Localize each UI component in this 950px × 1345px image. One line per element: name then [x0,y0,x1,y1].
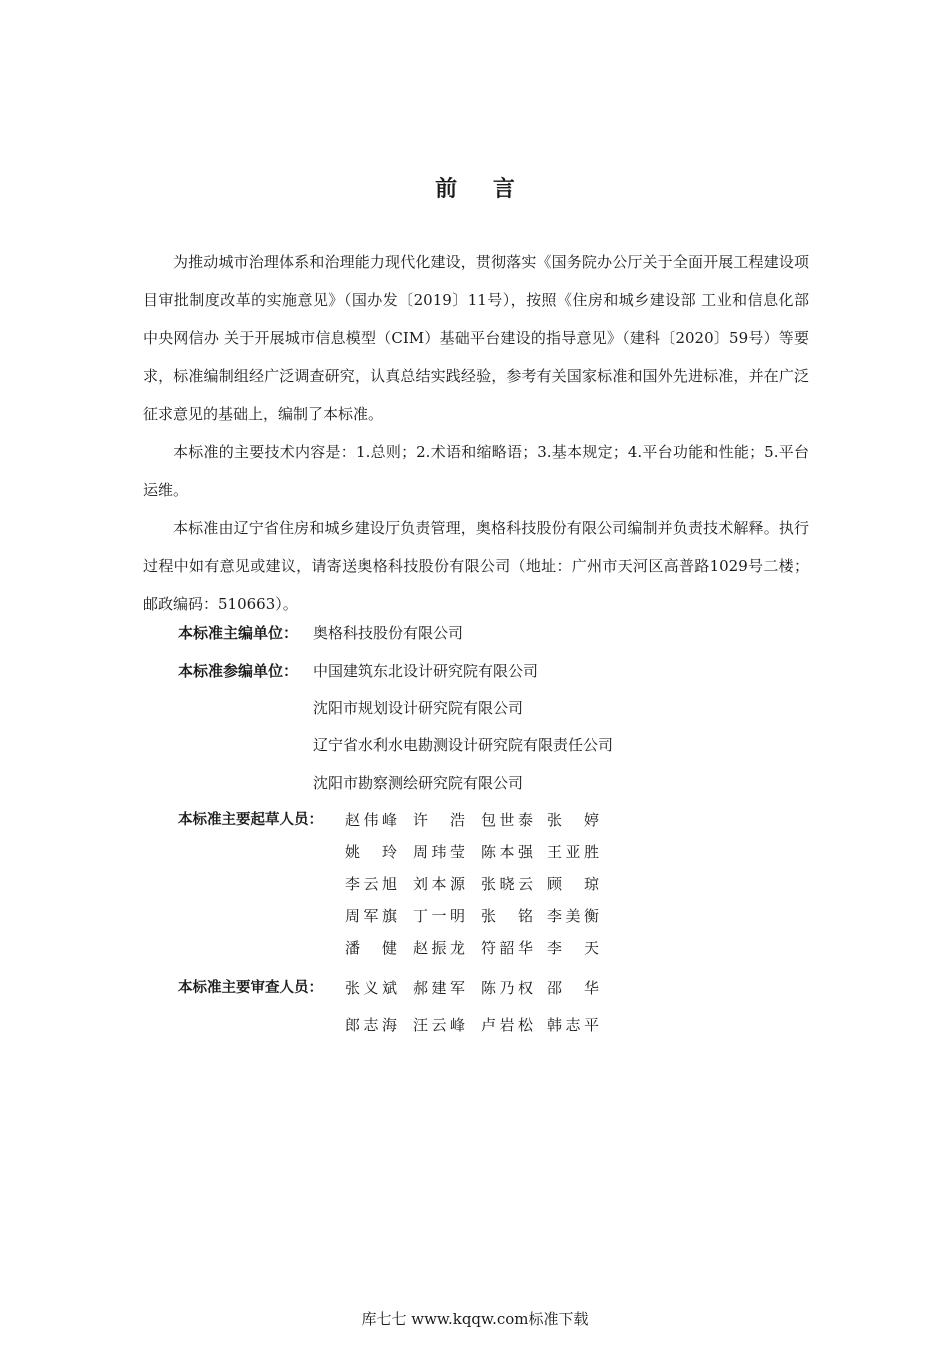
chief-editor-value: 奥格科技股份有限公司 [313,624,464,642]
person-name: 李美衡 [547,907,599,925]
person-name: 顾 琼 [547,875,599,893]
participant-unit: 中国建筑东北设计研究院有限公司 [313,662,539,680]
person-name: 赵振龙 [413,939,465,957]
person-name: 韩志平 [547,1016,599,1034]
participant-unit: 沈阳市勘察测绘研究院有限公司 [313,774,524,792]
person-name: 张 铭 [481,907,533,925]
paragraph-contents: 本标准的主要技术内容是：1.总则；2.术语和缩略语；3.基本规定；4.平台功能和性能；5.平台运维。 [143,443,809,499]
person-name: 符韶华 [481,939,533,957]
participant-unit: 辽宁省水利水电勘测设计研究院有限责任公司 [313,736,614,754]
person-name: 包世泰 [481,811,533,829]
person-name: 邵 华 [547,979,599,997]
person-name: 陈本强 [481,843,533,861]
participants-label: 本标准参编单位： [178,662,299,680]
person-name: 赵伟峰 [345,811,397,829]
chief-editor-label: 本标准主编单位： [178,624,299,642]
paragraph-background: 为推动城市治理体系和治理能力现代化建设，贯彻落实《国务院办公厅关于全面开展工程建设项目审批制度改革的实施意见》（国办发〔2019〕11号），按照《住房和城乡建设部 工业和信息化部 中央网信办 关于开展城市信息模型（CIM）基础平台建设的指导意见》（建科〔2020〕59号）等要求，标准编制组经广泛调查研究，认真总结实践经验，参考有关国家标准和国外先进标准，并在广泛征求意见的基础上，编制了本标准。 [143,253,809,423]
person-name: 姚 玲 [345,843,397,861]
reviewers-label: 本标准主要审查人员： [178,980,323,996]
person-name: 周军旗 [345,907,397,925]
person-name: 卢岩松 [481,1016,533,1034]
person-name: 许 浩 [413,811,465,829]
person-name: 陈乃权 [481,979,533,997]
drafters-label: 本标准主要起草人员： [178,812,323,828]
person-name: 潘 健 [345,939,397,957]
page-title: 前 言 [435,177,529,202]
footer-watermark: 库七七 www.kqqw.com标准下载 [361,1310,589,1328]
person-name: 王亚胜 [547,843,599,861]
person-name: 刘本源 [413,875,465,893]
person-name: 汪云峰 [413,1016,465,1034]
person-name: 张义斌 [345,979,397,997]
person-name: 张 婷 [547,811,599,829]
person-name: 李 天 [547,939,599,957]
person-name: 郝建军 [413,979,465,997]
paragraph-management: 本标准由辽宁省住房和城乡建设厅负责管理，奥格科技股份有限公司编制并负责技术解释。执行过程中如有意见或建议，请寄送奥格科技股份有限公司（地址：广州市天河区高普路1029号二楼；邮政编码：510663）。 [143,519,809,613]
person-name: 郎志海 [345,1016,397,1034]
person-name: 李云旭 [345,875,397,893]
person-name: 张晓云 [481,875,533,893]
participant-unit: 沈阳市规划设计研究院有限公司 [313,699,524,717]
person-name: 周玮莹 [413,843,465,861]
person-name: 丁一明 [413,907,465,925]
body-text [143,243,809,623]
